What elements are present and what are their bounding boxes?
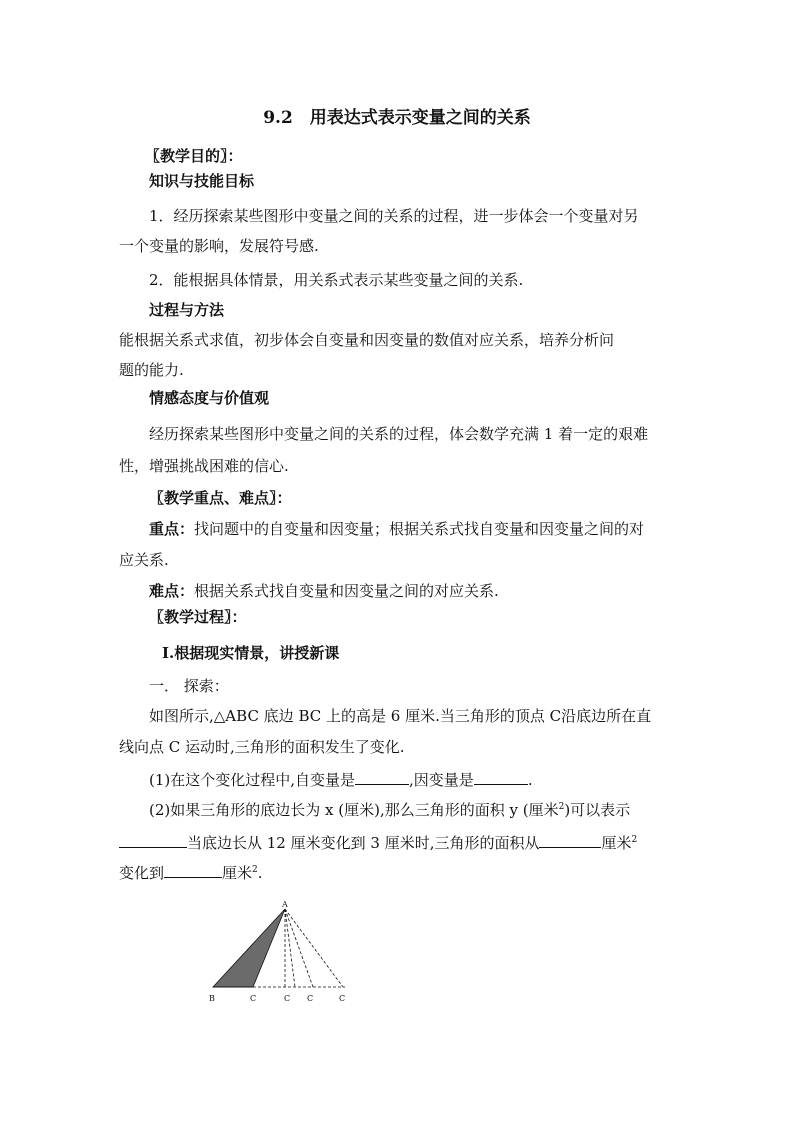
question-2-line-3-sup: 2 [252, 865, 258, 875]
emotion-heading: 情感态度与价值观 [149, 389, 270, 407]
process-method-heading: 过程与方法 [149, 301, 225, 319]
question-2-sup: 2 [558, 802, 565, 812]
answer-blank-dependent[interactable] [474, 769, 528, 785]
focus-line-1 [149, 519, 644, 539]
intro-line-1: 如图所示,△ABC 底边 BC 上的高是 6 厘米.当三角形的顶点 C沿底边所在直 [149, 707, 652, 725]
label-c-2: C [284, 994, 291, 1003]
objective-item-2: 2．能根据具体情景，用关系式表示某些变量之间的关系. [149, 271, 524, 289]
shaded-triangle [213, 909, 285, 987]
label-b: B [209, 994, 215, 1003]
process-method-line-2: 题的能力. [119, 361, 184, 379]
label-a: A [282, 900, 288, 909]
question-1-text-c: . [527, 771, 533, 789]
focus-text: 找问题中的自变量和因变量；根据关系式找自变量和因变量之间的对 [194, 520, 645, 538]
page-title: 9.2 用表达式表示变量之间的关系 [263, 108, 531, 128]
focus-label: 重点： [149, 520, 195, 538]
answer-blank-area-to[interactable] [164, 862, 222, 878]
focus-line-2: 应关系. [119, 551, 169, 569]
label-c-4: C [339, 994, 346, 1003]
objective-item-1-line-1: 1．经历探索某些图形中变量之间的关系的过程，进一步体会一个变量对另 [149, 207, 639, 225]
difficulty-line [149, 581, 499, 601]
explore-label: 一． 探索： [149, 677, 229, 695]
question-2-line-3 [119, 862, 263, 883]
difficulty-text: 根据关系式找自变量和因变量之间的对应关系. [194, 582, 499, 600]
answer-blank-area-from[interactable] [539, 832, 601, 848]
emotion-line-1: 经历探索某些图形中变量之间的关系的过程，体会数学充满 1 着一定的艰难 [149, 425, 649, 443]
process-method-line-1: 能根据关系式求值，初步体会自变量和因变量的数值对应关系，培养分析问 [119, 331, 615, 349]
question-2-line-1 [149, 800, 630, 820]
question-2-line-3-text-b: 厘米 [222, 864, 253, 882]
intro-line-2: 线向点 C 运动时,三角形的面积发生了变化. [119, 738, 405, 756]
key-points-heading: 〖教学重点、难点〗： [149, 489, 292, 507]
question-2-line-2-text-b: 厘米 [601, 834, 632, 852]
objectives-heading: 〖教学目的〗： [145, 147, 243, 165]
question-2-line-3-text-a: 变化到 [119, 864, 165, 882]
side-line-2 [285, 909, 295, 987]
answer-blank-expression[interactable] [119, 832, 187, 848]
section-1-heading: Ⅰ.根据现实情景，讲授新课 [162, 644, 340, 662]
question-2-line-2 [119, 832, 637, 853]
question-1 [149, 769, 533, 790]
answer-blank-independent[interactable] [355, 769, 409, 785]
label-c-3: C [307, 994, 314, 1003]
question-2-text-b: )可以表示 [564, 801, 631, 819]
difficulty-label: 难点： [149, 582, 195, 600]
label-c-1: C [250, 994, 257, 1003]
process-heading: 〖教学过程〗： [149, 608, 247, 626]
side-line-3 [285, 909, 313, 987]
knowledge-heading: 知识与技能目标 [149, 172, 255, 190]
question-2-line-2-sup: 2 [631, 835, 638, 845]
emotion-line-2: 性，增强挑战困难的信心. [119, 457, 289, 475]
question-2-line-2-text-a: 当底边长从 12 厘米变化到 3 厘米时,三角形的面积从 [187, 834, 540, 852]
question-1-text-a: (1)在这个变化过程中,自变量是 [149, 771, 356, 789]
question-2-line-3-text-c: . [257, 864, 263, 882]
question-2-text-a: (2)如果三角形的底边长为 x (厘米),那么三角形的面积 y (厘米 [149, 801, 559, 819]
question-1-text-b: ,因变量是 [409, 771, 474, 789]
triangle-figure [195, 895, 365, 1010]
objective-item-1-line-2: 一个变量的影响，发展符号感. [119, 237, 319, 255]
